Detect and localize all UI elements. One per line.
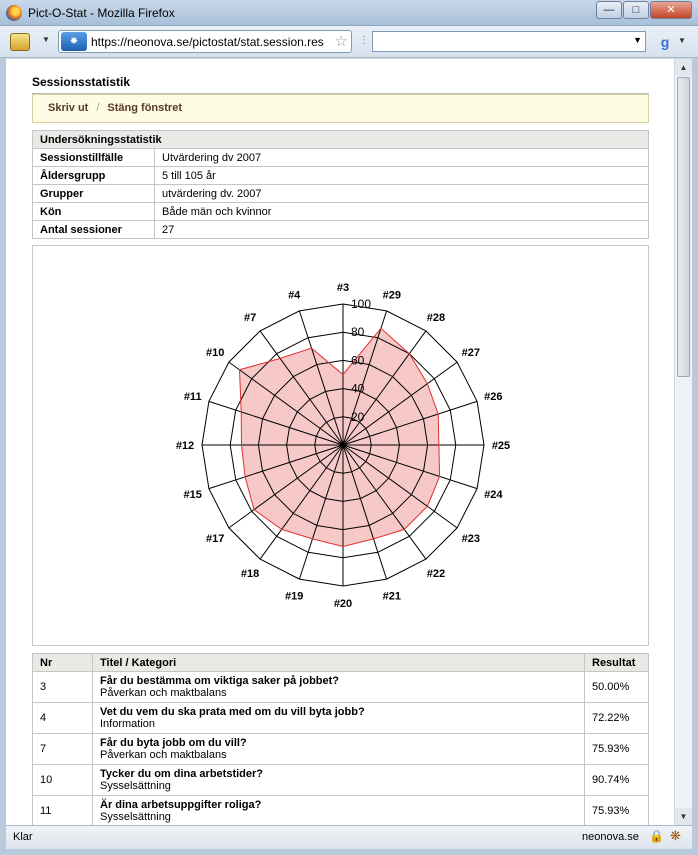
firefox-icon (6, 5, 22, 21)
question-category: Påverkan och maktbalans (100, 687, 227, 699)
radar-category-label: #25 (491, 440, 511, 452)
scroll-down-icon[interactable]: ▼ (675, 808, 692, 825)
google-toolbar-icon[interactable]: g (660, 34, 670, 50)
address-bar[interactable] (58, 30, 352, 53)
info-row (33, 167, 649, 185)
radar-tick-label: 60 (351, 353, 365, 368)
row-nr: 11 (33, 796, 93, 826)
info-row (33, 203, 649, 221)
scrollbar-thumb[interactable] (677, 77, 690, 377)
row-result: 75.93% (585, 796, 649, 826)
col-result: Resultat (585, 654, 649, 672)
radar-category-label: #28 (426, 312, 446, 325)
action-bar (32, 94, 649, 123)
row-nr: 7 (33, 734, 93, 765)
row-result: 72.22% (585, 703, 649, 734)
bookmark-icon[interactable] (10, 33, 30, 51)
star-icon[interactable]: ☆ (334, 33, 348, 50)
firebug-icon[interactable]: ❋ (670, 828, 681, 843)
table-row (33, 703, 649, 734)
info-key: Sessionstillfälle (33, 149, 155, 167)
search-input[interactable] (372, 31, 646, 52)
radar-category-label: #26 (484, 391, 503, 404)
row-title-cell (93, 796, 585, 826)
search-dropdown-icon[interactable]: ▼ (633, 35, 642, 45)
page-viewport (6, 59, 674, 825)
question-category: Påverkan och maktbalans (100, 749, 227, 761)
chevron-down-icon[interactable]: ▼ (678, 36, 686, 45)
radar-tick-label: 80 (351, 325, 365, 340)
survey-info-table (32, 130, 649, 239)
info-key: Grupper (33, 185, 155, 203)
survey-info-header: Undersökningsstatistik (33, 131, 649, 149)
info-value: 5 till 105 år (155, 167, 649, 185)
info-key: Åldersgrupp (33, 167, 155, 185)
status-domain[interactable]: neonova.se (582, 831, 639, 843)
lock-icon[interactable]: 🔒 (649, 829, 664, 843)
radar-chart-box (32, 245, 649, 646)
row-nr: 10 (33, 765, 93, 796)
question-category: Information (100, 718, 156, 730)
info-value: utvärdering dv. 2007 (155, 185, 649, 203)
close-icon[interactable]: ✕ (650, 1, 692, 19)
site-identity-icon[interactable]: ✸ (61, 32, 87, 51)
page-title: Sessionsstatistik (32, 75, 649, 94)
radar-category-label: #20 (333, 598, 353, 610)
table-row (33, 796, 649, 826)
row-title-cell (93, 734, 585, 765)
radar-category-label: #11 (183, 391, 202, 404)
info-row (33, 221, 649, 239)
radar-category-label: #23 (461, 532, 480, 545)
window-titlebar (0, 0, 698, 26)
row-title-cell (93, 703, 585, 734)
window-controls (595, 1, 692, 19)
maximize-icon[interactable]: □ (623, 1, 649, 19)
row-nr: 3 (33, 672, 93, 703)
question-title: Får du byta jobb om du vill? (100, 737, 247, 749)
row-title-cell (93, 672, 585, 703)
radar-category-label: #12 (175, 440, 195, 452)
question-title: Vet du vem du ska prata med om du vill byta jobb? (100, 706, 365, 718)
info-row (33, 149, 649, 167)
question-title: Får du bestämma om viktiga saker på jobbet? (100, 675, 340, 687)
radar-category-label: #4 (288, 289, 301, 302)
results-table (32, 653, 649, 825)
radar-category-label: #22 (426, 567, 446, 580)
window-frame-right (692, 58, 698, 849)
radar-category-label: #27 (461, 347, 480, 360)
row-result: 50.00% (585, 672, 649, 703)
window-title: Pict-O-Stat - Mozilla Firefox (28, 6, 175, 20)
question-category: Sysselsättning (100, 811, 171, 823)
info-value: Både män och kvinnor (155, 203, 649, 221)
radar-category-label: #15 (183, 488, 202, 501)
radar-category-label: #29 (382, 289, 401, 302)
chevron-down-icon[interactable]: ▼ (42, 35, 50, 44)
row-result: 75.93% (585, 734, 649, 765)
row-title-cell (93, 765, 585, 796)
info-value: 27 (155, 221, 649, 239)
radar-category-label: #19 (285, 590, 304, 603)
table-row (33, 672, 649, 703)
radar-tick-label: 40 (351, 381, 365, 396)
info-row (33, 185, 649, 203)
radar-category-label: #7 (243, 312, 257, 325)
radar-chart (33, 246, 648, 645)
vertical-scrollbar[interactable] (674, 59, 692, 825)
question-category: Sysselsättning (100, 780, 171, 792)
info-key: Kön (33, 203, 155, 221)
col-nr: Nr (33, 654, 93, 672)
table-row (33, 765, 649, 796)
radar-category-label: #18 (240, 567, 260, 580)
radar-category-label: #10 (206, 347, 225, 360)
table-row (33, 734, 649, 765)
col-title: Titel / Kategori (93, 654, 585, 672)
radar-tick-label: 100 (351, 297, 372, 311)
radar-category-label: #21 (382, 590, 401, 603)
info-value: Utvärdering dv 2007 (155, 149, 649, 167)
navigation-toolbar (0, 26, 698, 58)
radar-category-label: #24 (484, 488, 503, 501)
toolbar-grip-icon[interactable]: ⋮ (359, 35, 369, 46)
window-frame-bottom (0, 849, 698, 855)
info-key: Antal sessioner (33, 221, 155, 239)
print-link[interactable]: Skriv ut (48, 102, 89, 114)
radar-category-label: #3 (336, 282, 350, 294)
scroll-up-icon[interactable]: ▲ (675, 59, 692, 76)
question-title: Är dina arbetsuppgifter roliga? (100, 799, 262, 811)
radar-tick-label: 20 (351, 409, 365, 424)
close-window-link[interactable]: Stäng fönstret (107, 102, 182, 114)
question-title: Tycker du om dina arbetstider? (100, 768, 264, 780)
minimize-icon[interactable]: — (596, 1, 622, 19)
status-text: Klar (13, 831, 33, 843)
status-bar (6, 825, 692, 849)
radar-category-label: #17 (206, 532, 225, 545)
row-result: 90.74% (585, 765, 649, 796)
url-text[interactable]: https://neonova.se/pictostat/stat.session.res (91, 35, 324, 49)
row-nr: 4 (33, 703, 93, 734)
action-separator: / (96, 102, 100, 114)
